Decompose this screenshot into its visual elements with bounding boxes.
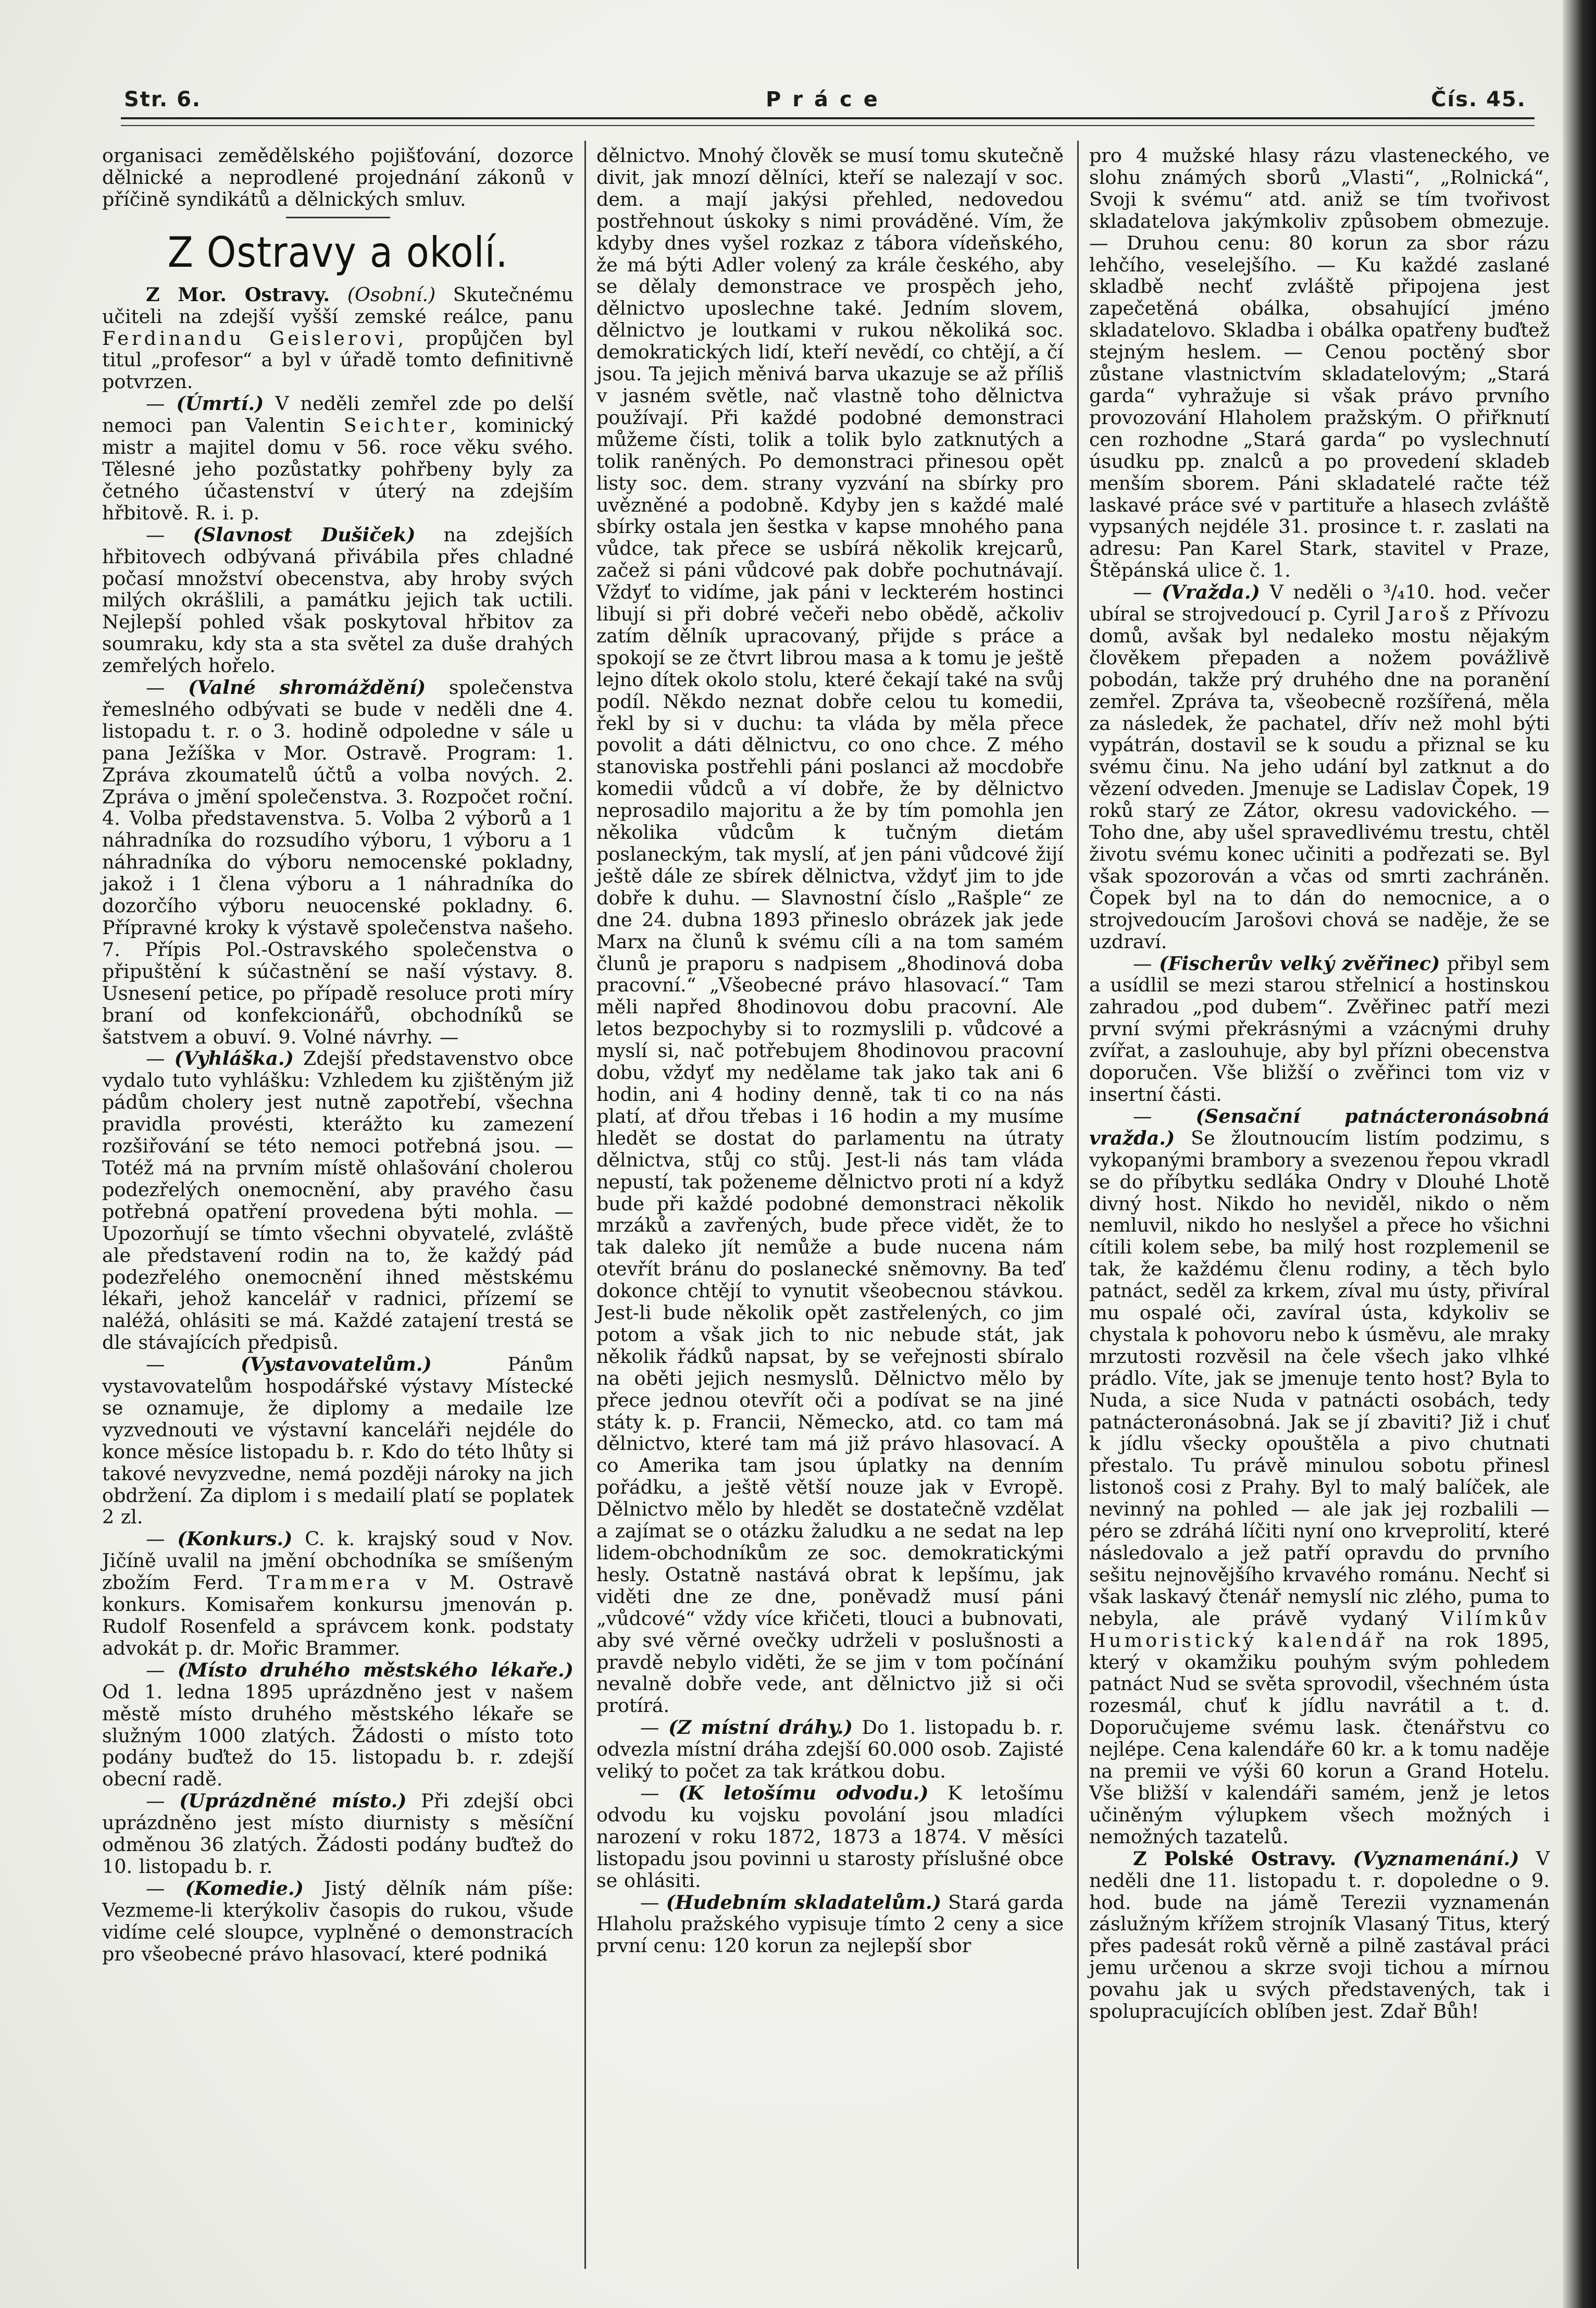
news-item: — (Úmrtí.) V neděli zemřel zde po delší nemoci pan Valentin Seichter, kominický mistr a majitel domu v 56. roce věku svého. Tělesné jeho pozůstatky pohřbeny byly za četného účastenství v úterý na zdejším hřbitově. R. i. p. (102, 392, 573, 524)
page-edge-shadow (1563, 0, 1596, 2308)
person-name: Trammera (267, 1571, 393, 1594)
item-text: , kominický mistr a majitel domu v 56. roce věku svého. Tělesné jeho pozůstatky pohřbeny byly za četného účastenství v úterý na zdejším hřbitově. R. i. p. (102, 414, 573, 524)
item-tag: (Z místní dráhy.) (668, 1716, 853, 1739)
item-tag: (Úmrtí.) (176, 392, 264, 415)
column-2 (596, 145, 1064, 1957)
item-text: na zdejších hřbitovech odbývaná přivábila přes chladné počasí množství obecenstva, aby hroby svých milých okrášlili, a památku jejich tak uctili. Nejlepší pohled však poskytoval hřbitov za soumraku, kdy sta a sta světel za duše drahých zemřelých hořelo. (102, 523, 573, 677)
news-item: — (Fischerův velký zvěřinec) přibyl sem a usídlil se mezi starou střelnicí a hostinskou zahradou „pod dubem“. Zvěřinec patří mezi první svými překrásnými a vzácnými druhy zvířat, a zaslouhuje, aby byl přízni obecenstva doporučen. Vše bližší o zvěřinci tom viz v insertní části. (1089, 952, 1550, 1106)
item-text: Jistý dělník nám píše: Vezmeme-li kterýkoliv časopis do rukou, všude vidíme celé sloupce, vyplněné o demonstracích pro všeobecné právo hlasovací, které podniká (102, 1877, 573, 1965)
article-text: dělnictvo. Mnohý člověk se musí tomu skutečně divit, jak mnozí dělníci, kteří se nalezají v soc. dem. a mají jakýsi přehled, nedovedou postřehnout úskoky s nimi prováděné. Vím, že kdyby dnes vyšel rozkaz z tábora vídeňského, že má býti Adler volený za krále českého, aby se dělaly demonstrace ve prospěch jeho, dělnictvo uposlechne také. Jedním slovem, dělnictvo je loutkami v rukou několiká soc. demokratických lidí, kteří nevědí, co chtějí, a čí jsou. Ta jejich měnivá barva ukazuje se až příliš v jasném světle, nač vlastně toho dělnictva používají. Při každé podobné demonstraci můžeme čísti, tolik a tolik bylo zatknutých a tolik raněných. Po demonstraci přinesou opět listy soc. dem. strany vyzvání na sbírky pro uvězněné a podobně. Kdyby jen s každé malé sbírky ostala jen šestka v kapse mnohého pana vůdce, tak přece se usbírá několik krejcarů, začež si páni vůdcové pak dobře pochutnávají. Vždyť to vidíme, jak páni v leckterém hostinci libují si při dobré večeři nebo obědě, ačkoliv zatím dělník upracovaný, přijde s práce a spokojí se ze čtvrt librou masa a k tomu je ještě lejno dítek okolo stolu, které čekají také na svůj podíl. Někdo neznat dobře celou tu komedii, řekl by si v duchu: ta vláda by měla přece povolit a dáti dělnictvu, co ono chce. Z mého stanoviska postřehli páni poslanci až mocdobře komedii vůdců a ví dobře, že by dělnictvo neprosadilo majoritu a že by tím pomohla jen několika vůdcům k tučným dietám poslaneckým, tak myslí, ať jen páni vůdcové žijí ještě dále ze sbírek dělnictva, vždyť jim to jde dobře k duhu. — Slavnostní číslo „Rašple“ ze dne 24. dubna 1893 přineslo obrázek jak jede Marx na člunů k svému cíli a na tom samém člunů je praporu s nadpisem „8hodinová doba pracovní.“ „Všeobecné právo hlasovací.“ Tam měli napřed 8hodinovou dobu pracovní. Ale letos bezpochyby si to rozmyslili p. vůdcové a myslí si, nač potřebujem 8hodinovou pracovní dobu, vždyť my nedělame tak jako tak ani 6 hodin, ani 4 hodiny denně, tak ti co na nás platí, ať dřou třebas i 16 hodin a my musíme hledět se dostat do parlamentu na útraty dělnictva, stůj co stůj. Jest-li nás tam vláda nepustí, tak poženeme dělnictvo proti ní a když bude při každé podobné demonstraci několik mrzáků a zavřených, bude přece vidět, že to tak daleko jít nemůže a bude nucena nám otevřít bránu do poslanecké sněmovny. Ba teď dokonce chtějí to vynutit všeobecnou stávkou. Jest-li bude několik opět zastřelených, co jim potom a však jich to nic nebude stát, jak několik řádků napsat, by se veřejnosti sbíralo na oběti jejich nesmyslů. Dělnictvo mělo by přece jednou otevřít oči a podívat se na jiné státy k. p. Francii, Německo, atd. co tam má dělnictvo, které tam má již právo hlasovací. A co Amerika tam jsou úplatky na denním pořádku, a ještě větší nouze jak v Evropě. Dělnictvo mělo by hledět se dostatečně vzdělat a zajímat se o otázku žaludku a ne sedat na lep lidem-obchodníkům ze soc. demokratickými hesly. Ostatně nastává obrat k lepšímu, jak viděti dne ze dne, poněvadž musí páni „vůdcové“ vždy více křičeti, tlouci a bubnovati, aby své věrné ovečky udrželi v poslušnosti a pravdě nebylo viděti, že se jim v tom počínání nevalně dobře vede, ant dělnictvo již si oči protírá. (596, 144, 1064, 1717)
header-rule (121, 117, 1535, 119)
news-item: — (Uprázdněné místo.) Při zdejší obci uprázdněno jest místo diurnisty s měsíční odměnou 36 zlatých. Žádosti podány buďtež do 10. listopadu b. r. (102, 1790, 573, 1878)
header-rule-thin (121, 125, 1535, 126)
item-tag: (Osobní.) (347, 283, 436, 306)
item-text: , propůjčen byl titul „profesor“ a byl v úřadě tomto definitivně potvrzen. (102, 327, 573, 393)
item-tag: (Vystavovatelům.) (241, 1353, 432, 1376)
news-item: — (Hudebním skladatelům.) Stará garda Hlaholu pražského vypisuje tímto 2 ceny a sice první cenu: 120 korun za nejlepší sbor (596, 1891, 1064, 1957)
person-name: Ferdinandu Geislerovi (102, 327, 398, 350)
page-number: Str. 6. (124, 88, 202, 111)
item-tag: (Komedie.) (185, 1877, 304, 1900)
news-item: — (Slavnost Dušiček) na zdejších hřbitovech odbývaná přivábila přes chladné počasí množství obecenstva, aby hroby svých milých okrášlili, a památku jejich tak uctili. Nejlepší pohled však poskytoval hřbitov za soumraku, kdy sta a sta světel za duše drahých zemřelých hořelo. (102, 523, 573, 677)
item-tag: (Vražda.) (1162, 581, 1260, 604)
article-text: organisaci zemědělského pojišťování, dozorce dělnické a neprodlené projednání zákonů v příčině syndikátů a dělnických smluv. (102, 144, 573, 210)
item-text: Skutečnému učiteli na zdejší vyšší zemské reálce, panu (102, 283, 573, 328)
item-text: z Přívozu domů, avšak byl nedaleko mostu nějakým člověkem přepaden a nožem povážlivě pobodán, takže prý druhého dne na poranění zemřel. Zpráva ta, všeobecně rozšířená, měla za následek, že pachatel, dřív než mohl býti vypátrán, dostavil se k soudu a přiznal se ku svému činu. Na jeho udání byl zatknut a do vězení odveden. Jmenuje se Ladislav Čopek, 19 roků starý ze Zátor, okresu vadovického. — Toho dne, aby ušel spravedlivému trestu, chtěl životu svému konec učiniti a podřezati se. Byl však spozorován a včas od smrti zachráněn. Čopek byl na to dán do nemocnice, a o strojvedoucím Jarošovi chová se naděje, že se uzdraví. (1089, 603, 1550, 953)
item-text: Zdejší představenstvo obce vydalo tuto vyhlášku: Vzhledem ku zjištěným již pádům cholery jest nutně zapotřebí, všechna pravidla provésti, kterážto ku zamezení rozšiřování se této nemoci potřebná jsou. — Totéž má na prvním místě ohlašování cholerou podezřelých onemocnění, aby pravého času potřebná opatření provedena býti mohla. — Upozorňují se tímto všechni obyvatelé, zvláště ale představení rodin na to, že každý pád podezřelého onemocnění ihned městskému lékaři, jehož kancelář v radnici, přízemí se naléžá, ohlásiti se má. Každé zatajení trestá se dle stávajících předpisů. (102, 1047, 573, 1354)
news-item: — (Vystavovatelům.) Pánům vystavovatelům hospodářské výstavy Místecké se oznamuje, že diplomy a medaile lze vyzvednouti ve výstavní kanceláři nejdéle do konce měsíce listopadu b. r. Kdo do této lhůty si takové nevyzvedne, nemá později nároky na jich obdržení. Za diplom i s medailí platí se poplatek 2 zl. (102, 1353, 573, 1529)
article-text: pro 4 mužské hlasy rázu vlasteneckého, ve slohu známých sborů „Vlasti“, „Rolnická“, Svoji k svému“ atd. aniž se tím tvořivost skladatelova jakýmkoliv způsobem obmezuje. — Druhou cenu: 80 korun za sbor rázu lehčího, veselejšího. — Ku každé zaslané skladbě nechť zvláště připojena jest zapečetěná obálka, obsahující jméno skladatelovo. Skladba i obálka opatřeny buďtež stejným heslem. — Cenou poctěný sbor zůstane vlastnictvím skladatelovým; „Stará garda“ vyhražuje si však právo prvního provozování Hlaholem pražským. O přiřknutí cen rozhodne „Stará garda“ po vyslechnutí úsudku pp. znalců a po provedení skladeb menším sborem. Páni skladatelé račte též laskavé práce své v partituře a hlasech zvláště vypsaných nejdéle 31. prosince t. r. zaslati na adresu: Pan Karel Stark, stavitel v Praze, Štěpánská ulice č. 1. (1089, 144, 1550, 582)
item-tag: (Sensační patnácteronásobná vražda.) (1089, 1105, 1550, 1149)
news-item: — (Sensační patnácteronásobná vražda.) Se žloutnoucím listím podzimu, s vykopanými brambory a svezenou řepou vkradl se do příbytku sedláka Ondry v Dlouhé Lhotě divný host. Nikdo ho neviděl, nikdo o něm nemluvil, nikdo ho neslyšel a přece ho všichni cítili kolem sebe, ba milý host rozplemenil se tak, že každému členu rodiny, a těch bylo patnáct, seděl za krkem, zíval mu ústy, přivíral mu ospalé oči, zavíral ústa, kdykoliv se chystala k pohovoru nebo k úsměvu, ale mraky mrzutosti rozvěsil na čele všech jako vlhké prádlo. Víte, jak se jmenuje tento host? Byla to Nuda, a sice Nuda v patnácti osobách, tedy patnácteronásobná. Jak se jí zbaviti? Již i chuť k jídlu všecky opouštěla a pivo chutnati přestalo. Tu právě minulou sobotu přinesl listonoš cosi z Prahy. Byl to malý balíček, ale nevinný na pohled — ale jak jej rozbalili — péro se zdráhá líčiti nyní ono krveprolití, které následovalo a jež patří opravdu do prvního sešitu nejnovějšího krvavého románu. Nechť si však laskavý čtenář nemyslí nic zlého, puma to nebyla, ale právě vydaný Vilímkův Humoristický kalendář na rok 1895, který v okamžiku pouhým svým pohledem patnáct Nud se světa sprovodil, všechném ústa rozesmál, chuť k jídlu navrátil a t. d. Doporučujeme svému lask. čtenářstvu co nejlépe. Cena kalendáře 60 kr. a k tomu naděje na premii ve výši 60 korun a Grand Hotelu. Vše bližší v kalendáři samém, jenž je letos učiněným výlupkem všech možných i nemožných tazatelů. (1089, 1105, 1550, 1848)
item-text: C. k. krajský soud v Nov. Jičíně uvalil na jmění obchodníka se smíšeným zbožím Ferd. (102, 1528, 573, 1594)
item-text: Od 1. ledna 1895 uprázdněno jest v našem městě místo druhého městského lékaře se služným 1000 zlatých. Žádosti o místo toto podány buďtež do 15. listopadu b. r. zdejší obecní radě. (102, 1680, 573, 1791)
place-heading: Z Polské Ostravy. (1133, 1847, 1337, 1870)
item-text: v M. Ostravě konkurs. Komisařem konkursu jmenován p. Rudolf Rosenfeld a správcem konk. podstaty advokát p. dr. Mořic Brammer. (102, 1571, 573, 1659)
issue-number: Čís. 45. (1431, 88, 1526, 111)
item-text: Pánům vystavovatelům hospodářské výstavy Místecké se oznamuje, že diplomy a medaile lze vyzvednouti ve výstavní kanceláři nejdéle do konce měsíce listopadu b. r. Kdo do této lhůty si takové nevyzvedne, nemá později nároky na jich obdržení. Za diplom i s medailí platí se poplatek 2 zl. (102, 1353, 573, 1529)
item-text: Stará garda Hlaholu pražského vypisuje tímto 2 ceny a sice první cenu: 120 korun za nejlepší sbor (596, 1891, 1064, 1957)
item-tag: (Vyznamenání.) (1353, 1847, 1519, 1870)
news-item (102, 284, 573, 393)
item-text: společenstva řemeslného odbývati se bude v neděli dne 4. listopadu t. r. o 3. hodině odpoledne v sále u pana Ježíška v Mor. Ostravě. Program: 1. Zpráva zkoumatelů účtů a volba nových. 2. Zpráva o jmění společenstva. 3. Rozpočet roční. 4. Volba představenstva. 5. Volba 2 výborů a 1 náhradníka do rozsudího výboru, 1 výboru a 1 náhradníka do výboru nemocenské pokladny, jakož i 1 člena výboru a 1 náhradníka do dozorčího výboru neuocenské pokladny. 6. Přípravné kroky k výstavě společenstva našeho. 7. Přípis Pol.-Ostravského společenstva o připuštění k súčastnění se naší výstavy. 8. Usnesení petice, po případě resoluce proti míry braní od konfekcionářů, obchodníků se šatstvem a obuví. 9. Volné návrhy. (102, 676, 573, 1048)
item-text: Při zdejší obci uprázdněno jest místo diurnisty s měsíční odměnou 36 zlatých. Žádosti podány buďtež do 10. listopadu b. r. (102, 1790, 573, 1878)
news-item: — (Místo druhého městského lékaře.) Od 1. ledna 1895 uprázdněno jest v našem městě místo druhého městského lékaře se služným 1000 zlatých. Žádosti o místo toto podány buďtež do 15. listopadu b. r. zdejší obecní radě. (102, 1658, 573, 1791)
product-name: Vilímkův Humoristický kalendář (1089, 1607, 1550, 1652)
item-tag: (Hudebním skladatelům.) (666, 1891, 942, 1914)
news-item: — (Valné shromáždění) společenstva řemeslného odbývati se bude v neděli dne 4. listopadu t. r. o 3. hodině odpoledne v sále u pana Ježíška v Mor. Ostravě. Program: 1. Zpráva zkoumatelů účtů a volba nových. 2. Zpráva o jmění společenstva. 3. Rozpočet roční. 4. Volba představenstva. 5. Volba 2 výborů a 1 náhradníka do rozsudího výboru, 1 výboru a 1 náhradníka do výboru nemocenské pokladny, jakož i 1 člena výboru a 1 náhradníka do dozorčího výboru neuocenské pokladny. 6. Přípravné kroky k výstavě společenstva našeho. 7. Přípis Pol.-Ostravského společenstva o připuštění k súčastnění se naší výstavy. 8. Usnesení petice, po případě resoluce proti míry braní od konfekcionářů, obchodníků se šatstvem a obuví. 9. Volné návrhy. — (102, 676, 573, 1048)
item-text: V neděli dne 11. listopadu t. r. dopoledne o 9. hod. bude na jámě Terezii vyznamenán záslužným křížem strojník Vlasaný Titus, který přes padesát roků věrně a pilně zastával práci jemu určenou a skrze svoji tichou a mírnou povahu jak u svých představených, tak i spolupracujících oblíben jest. Zdař Bůh! (1089, 1847, 1550, 2023)
place-heading: Z Mor. Ostravy. (146, 283, 330, 306)
item-tag: (Uprázdněné místo.) (179, 1790, 407, 1813)
person-name: Seichter (343, 414, 450, 437)
item-tag: (Valné shromáždění) (188, 676, 426, 699)
item-tag: (K letošímu odvodu.) (678, 1781, 929, 1804)
column-divider (584, 141, 586, 2269)
item-text: V neděli zemřel zde po delší nemoci pan Valentin (102, 392, 573, 437)
item-text: K letošímu odvodu ku vojsku povolání jsou mladíci narození v roku 1872, 1873 a 1874. V měsíci listopadu jsou povinni u starosty příslušné obce se ohlásiti. (596, 1781, 1064, 1892)
news-item (1089, 1848, 1550, 2022)
news-item: — (Vyhláška.) Zdejší představenstvo obce vydalo tuto vyhlášku: Vzhledem ku zjištěným již pádům cholery jest nutně zapotřebí, všechna pravidla provésti, kterážto ku zamezení rozšiřování se této nemoci potřebná jsou. — Totéž má na prvním místě ohlašování cholerou podezřelých onemocnění, aby pravého času potřebná opatření provedena býti mohla. — Upozorňují se tímto všechni obyvatelé, zvláště ale představení rodin na to, že každý pád podezřelého onemocnění ihned městskému lékaři, jehož kancelář v radnici, přízemí se naléžá, ohlásiti se má. Každé zatajení trestá se dle stávajících předpisů. (102, 1047, 573, 1354)
item-text: na rok 1895, který v okamžiku pouhým svým pohledem patnáct Nud se světa sprovodil, všechném ústa rozesmál, chuť k jídlu navrátil a t. d. Doporučujeme svému lask. čtenářstvu co nejlépe. Cena kalendáře 60 kr. a k tomu naděje na premii ve výši 60 korun a Grand Hotelu. Vše bližší v kalendáři samém, jenž je letos učiněným výlupkem všech možných i nemožných tazatelů. (1089, 1629, 1550, 1848)
item-tag: (Vyhláška.) (174, 1047, 294, 1070)
news-item: — (Konkurs.) C. k. krajský soud v Nov. Jičíně uvalil na jmění obchodníka se smíšeným zbožím Ferd. Trammera v M. Ostravě konkurs. Komisařem konkursu jmenován p. Rudolf Rosenfeld a správcem konk. podstaty advokát p. dr. Mořic Brammer. (102, 1528, 573, 1659)
item-text: Do 1. listopadu b. r. odvezla místní dráha zdejší 60.000 osob. Zajisté veliký to počet za tak krátkou dobu. (596, 1716, 1064, 1783)
news-item: — (K letošímu odvodu.) K letošímu odvodu ku vojsku povolání jsou mladíci narození v roku 1872, 1873 a 1874. V měsíci listopadu jsou povinni u starosty příslušné obce se ohlásiti. (596, 1781, 1064, 1892)
column-divider (1077, 141, 1079, 2269)
column-3 (1089, 145, 1550, 2022)
section-divider (286, 217, 390, 218)
section-title: Z Ostravy a okolí. (167, 228, 508, 277)
news-item: — (Z místní dráhy.) Do 1. listopadu b. r. odvezla místní dráha zdejší 60.000 osob. Zajisté veliký to počet za tak krátkou dobu. (596, 1716, 1064, 1783)
item-tag: (Fischerův velký zvěřinec) (1159, 952, 1440, 975)
item-tag: (Místo druhého městského lékaře.) (177, 1658, 573, 1681)
column-1 (102, 145, 573, 1965)
newspaper-title: Práce (766, 88, 889, 111)
item-tag: (Slavnost Dušiček) (193, 523, 416, 546)
news-item: — (Komedie.) Jistý dělník nám píše: Vezmeme-li kterýkoliv časopis do rukou, všude vidíme celé sloupce, vyplněné o demonstracích pro všeobecné právo hlasovací, které podniká (102, 1877, 573, 1965)
item-tag: (Konkurs.) (177, 1528, 293, 1550)
item-text: V neděli o ³/₄10. hod. večer ubíral se strojvedoucí p. Cyril (1089, 581, 1550, 626)
news-item: — (Vražda.) V neděli o ³/₄10. hod. večer ubíral se strojvedoucí p. Cyril Jaroš z Přívozu domů, avšak byl nedaleko mostu nějakým člověkem přepaden a nožem povážlivě pobodán, takže prý druhého dne na poranění zemřel. Zpráva ta, všeobecně rozšířená, měla za následek, že pachatel, dřív než mohl býti vypátrán, dostavil se k soudu a přiznal se ku svému činu. Na jeho udání byl zatknut a do vězení odveden. Jmenuje se Ladislav Čopek, 19 roků starý ze Zátor, okresu vadovického. — Toho dne, aby ušel spravedlivému trestu, chtěl životu svému konec učiniti a podřezati se. Byl však spozorován a včas od smrti zachráněn. Čopek byl na to dán do nemocnice, a o strojvedoucím Jarošovi chová se naděje, že se uzdraví. (1089, 581, 1550, 953)
item-text: Se žloutnoucím listím podzimu, s vykopanými brambory a svezenou řepou vkradl se do příbytku sedláka Ondry v Dlouhé Lhotě divný host. Nikdo ho neviděl, nikdo o něm nemluvil, nikdo ho neslyšel a přece ho všichni cítili kolem sebe, ba milý host rozplemenil se tak, že každému členu rodiny, a těch bylo patnáct, seděl za krkem, zíval mu ústy, přivíral mu ospalé oči, zavíral ústa, kdykoliv se chystala k pohovoru nebo k úsměvu, ale mraky mrzutosti rozvěsil na čele všech jako vlhké prádlo. Víte, jak se jmenuje tento host? Byla to Nuda, a sice Nuda v patnácti osobách, tedy patnácteronásobná. Jak se jí zbaviti? Již i chuť k jídlu všecky opouštěla a pivo chutnati přestalo. Tu právě minulou sobotu přinesl listonoš cosi z Prahy. Byl to malý balíček, ale nevinný na pohled — ale jak jej rozbalili — péro se zdráhá líčiti nyní ono krveprolití, které následovalo a jež patří opravdu do prvního sešitu nejnovějšího krvavého románu. Nechť si však laskavý čtenář nemyslí nic zlého, puma to nebyla, ale právě vydaný (1089, 1126, 1550, 1630)
item-text: přibyl sem a usídlil se mezi starou střelnicí a hostinskou zahradou „pod dubem“. Zvěřinec patří mezi první svými překrásnými a vzácnými druhy zvířat, a zaslouhuje, aby byl přízni obecenstva doporučen. Vše bližší o zvěřinci tom viz v insertní části. (1089, 952, 1550, 1106)
person-name: Jaroš (1387, 603, 1453, 626)
